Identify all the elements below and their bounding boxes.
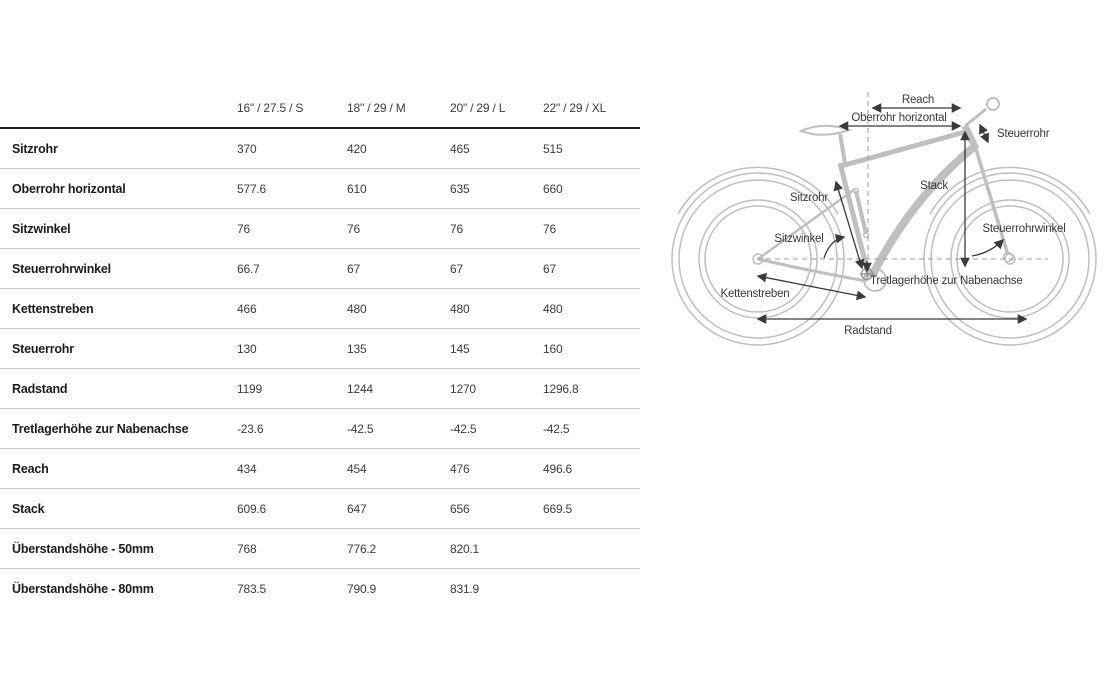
cell-value-l: -42.5	[450, 421, 477, 436]
steuerrohrwinkel-arc	[972, 240, 1003, 256]
cell-value-l: 1270	[450, 381, 476, 396]
table-row	[0, 409, 640, 449]
row-label: Steuerrohrwinkel	[12, 261, 111, 276]
cell-value-xl: 515	[543, 141, 563, 156]
cell-value-xl: 496.6	[543, 461, 573, 476]
cell-value-xl: 76	[543, 221, 556, 236]
kettenstreben-label: Kettenstreben	[720, 288, 790, 300]
cell-value-xl: 480	[543, 301, 563, 316]
column-header-size-l: 20" / 29 / L	[450, 101, 506, 115]
steuerrohrwinkel-label: Steuerrohrwinkel	[982, 223, 1066, 235]
sitzrohr-label: Sitzrohr	[789, 192, 829, 204]
cell-value-s: 609.6	[237, 501, 267, 516]
reach-label: Reach	[901, 94, 935, 106]
cell-value-m: 647	[347, 501, 367, 516]
cell-value-l: 465	[450, 141, 470, 156]
column-header-size-s: 16" / 27.5 / S	[237, 101, 304, 115]
cell-value-xl: 67	[543, 261, 556, 276]
cell-value-s: -23.6	[237, 421, 264, 436]
cell-value-s: 370	[237, 141, 257, 156]
cell-value-m: 135	[347, 341, 367, 356]
row-label: Steuerrohr	[12, 341, 74, 356]
table-row	[0, 209, 640, 249]
table-row	[0, 569, 640, 609]
cell-value-m: 610	[347, 181, 367, 196]
steuerrohr-label: Steuerrohr	[997, 128, 1050, 140]
cell-value-s: 768	[237, 541, 257, 556]
cell-value-xl: 669.5	[543, 501, 573, 516]
cell-value-s: 1199	[237, 381, 263, 396]
cell-value-l: 145	[450, 341, 470, 356]
row-label: Tretlagerhöhe zur Nabenachse	[12, 421, 189, 436]
cell-value-m: 67	[347, 261, 360, 276]
table-row	[0, 129, 640, 169]
geometry-table-header	[0, 89, 640, 129]
cell-value-l: 820.1	[450, 541, 480, 556]
oberrohr-label: Oberrohr horizontal	[851, 112, 947, 124]
cell-value-m: 1244	[347, 381, 373, 396]
table-row	[0, 369, 640, 409]
cell-value-xl: 660	[543, 181, 563, 196]
table-row	[0, 529, 640, 569]
bike-geometry-diagram	[660, 85, 1119, 355]
cell-value-m: 420	[347, 141, 367, 156]
row-label: Kettenstreben	[12, 301, 94, 316]
row-label: Sitzwinkel	[12, 221, 71, 236]
row-label: Sitzrohr	[12, 141, 58, 156]
table-row	[0, 249, 640, 289]
column-header-size-xl: 22" / 29 / XL	[543, 101, 607, 115]
cell-value-l: 480	[450, 301, 470, 316]
stack-label: Stack	[920, 180, 948, 192]
cell-value-s: 466	[237, 301, 257, 316]
radstand-label: Radstand	[844, 325, 892, 337]
row-label: Überstandshöhe - 80mm	[12, 582, 154, 596]
cell-value-s: 434	[237, 461, 257, 476]
table-row	[0, 449, 640, 489]
row-label: Überstandshöhe - 50mm	[12, 541, 154, 556]
geometry-table-body	[0, 129, 640, 609]
cell-value-l: 76	[450, 221, 463, 236]
cell-value-s: 76	[237, 221, 250, 236]
dimension-arrows	[758, 108, 1026, 319]
cell-value-s: 783.5	[237, 582, 267, 596]
cell-value-xl: 160	[543, 341, 563, 356]
tretlagerhoehe-label: Tretlagerhöhe zur Nabenachse	[870, 275, 1023, 287]
cell-value-s: 577.6	[237, 181, 267, 196]
cell-value-m: 76	[347, 221, 360, 236]
cell-value-xl: 1296.8	[543, 381, 579, 396]
table-row	[0, 329, 640, 369]
cell-value-m: -42.5	[347, 421, 374, 436]
cell-value-l: 831.9	[450, 582, 480, 596]
cell-value-xl: -42.5	[543, 421, 570, 436]
cell-value-m: 454	[347, 461, 367, 476]
table-row	[0, 489, 640, 529]
cell-value-l: 476	[450, 461, 470, 476]
row-label: Reach	[12, 461, 49, 476]
geometry-table	[0, 89, 640, 609]
steuerrohr-arrow	[980, 125, 988, 142]
cell-value-m: 480	[347, 301, 367, 316]
cell-value-m: 776.2	[347, 541, 377, 556]
cell-value-l: 656	[450, 501, 470, 516]
cell-value-m: 790.9	[347, 582, 377, 596]
row-label: Radstand	[12, 381, 68, 396]
cell-value-s: 66.7	[237, 261, 260, 276]
cell-value-s: 130	[237, 341, 257, 356]
row-label: Oberrohr horizontal	[12, 181, 126, 196]
table-row	[0, 289, 640, 329]
sitzwinkel-label: Sitzwinkel	[774, 233, 824, 245]
row-label: Stack	[12, 501, 45, 516]
table-row	[0, 169, 640, 209]
cell-value-l: 67	[450, 261, 463, 276]
column-header-size-m: 18" / 29 / M	[347, 101, 406, 115]
cell-value-l: 635	[450, 181, 470, 196]
